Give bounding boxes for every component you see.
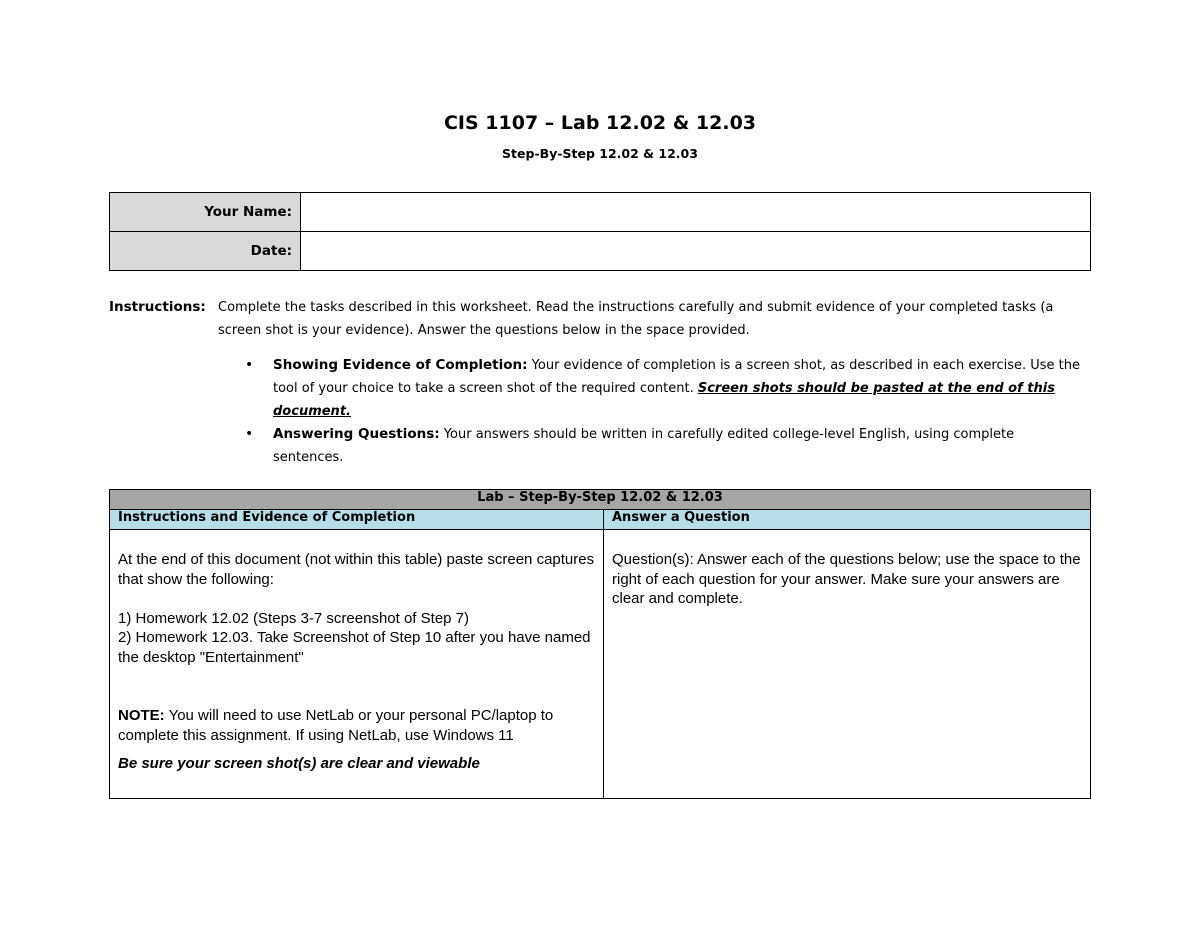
document-title: CIS 1107 – Lab 12.02 & 12.03: [443, 112, 757, 134]
evidence-item-1: 1) Homework 12.02 (Steps 3-7 screenshot of Step 7): [118, 609, 470, 627]
lab-table: [109, 489, 1091, 799]
evidence-intro: At the end of this document (not within this table) paste screen captures that show the following:: [118, 551, 595, 588]
answer-cell[interactable]: [604, 530, 1091, 799]
evidence-item-2: 2) Homework 12.03. Take Screenshot of Step 10 after you have named the desktop "Entertainment": [118, 629, 591, 666]
note-label: NOTE:: [118, 707, 165, 724]
instructions-text: Complete the tasks described in this worksheet. Read the instructions carefully and submit evidence of your completed tasks (a screen shot is your evidence). Answer the questions below in the space provided.: [218, 300, 1054, 338]
date-row: [110, 232, 1091, 271]
closing-note: Be sure your screen shot(s) are clear and viewable: [118, 755, 480, 772]
bullet-dot-icon: •: [245, 426, 254, 442]
col-answer-header: Answer a Question: [604, 510, 1091, 530]
instructions-label: Instructions:: [109, 299, 206, 315]
bullet-questions-heading: Answering Questions:: [273, 426, 440, 442]
bullet-evidence: [245, 354, 1083, 423]
name-label: Your Name:: [110, 193, 301, 232]
date-field[interactable]: [301, 232, 1091, 271]
bullet-evidence-emphasis: Screen shots should be pasted at the end of this document.: [273, 381, 1055, 419]
question-text: Question(s): Answer each of the questions below; use the space to the right of each question for your answer. Make sure your answers are clear and complete.: [612, 551, 1081, 607]
date-label: Date:: [110, 232, 301, 271]
document-subtitle: Step-By-Step 12.02 & 12.03: [502, 146, 698, 161]
bullet-evidence-text: Your evidence of completion is a screen shot, as described in each exercise. Use the tool of your choice to take a screen shot of the required content.: [273, 358, 1080, 396]
student-info-table: [109, 192, 1091, 271]
name-field[interactable]: [301, 193, 1091, 232]
note-text: You will need to use NetLab or your personal PC/laptop to complete this assignment. If using NetLab, use Windows 11: [118, 707, 554, 744]
instructions-bullets: [245, 354, 1083, 469]
bullet-questions-text: Your answers should be written in carefully edited college-level English, using complete sentences.: [273, 427, 1015, 465]
bullet-evidence-heading: Showing Evidence of Completion:: [273, 357, 528, 373]
lab-table-header: Lab – Step-By-Step 12.02 & 12.03: [110, 490, 1091, 510]
instructions-cell: [110, 530, 604, 799]
bullet-questions: [245, 423, 1083, 469]
note: [118, 706, 595, 745]
col-instructions-header: Instructions and Evidence of Completion: [110, 510, 604, 530]
bullet-dot-icon: •: [245, 357, 254, 373]
name-row: [110, 193, 1091, 232]
